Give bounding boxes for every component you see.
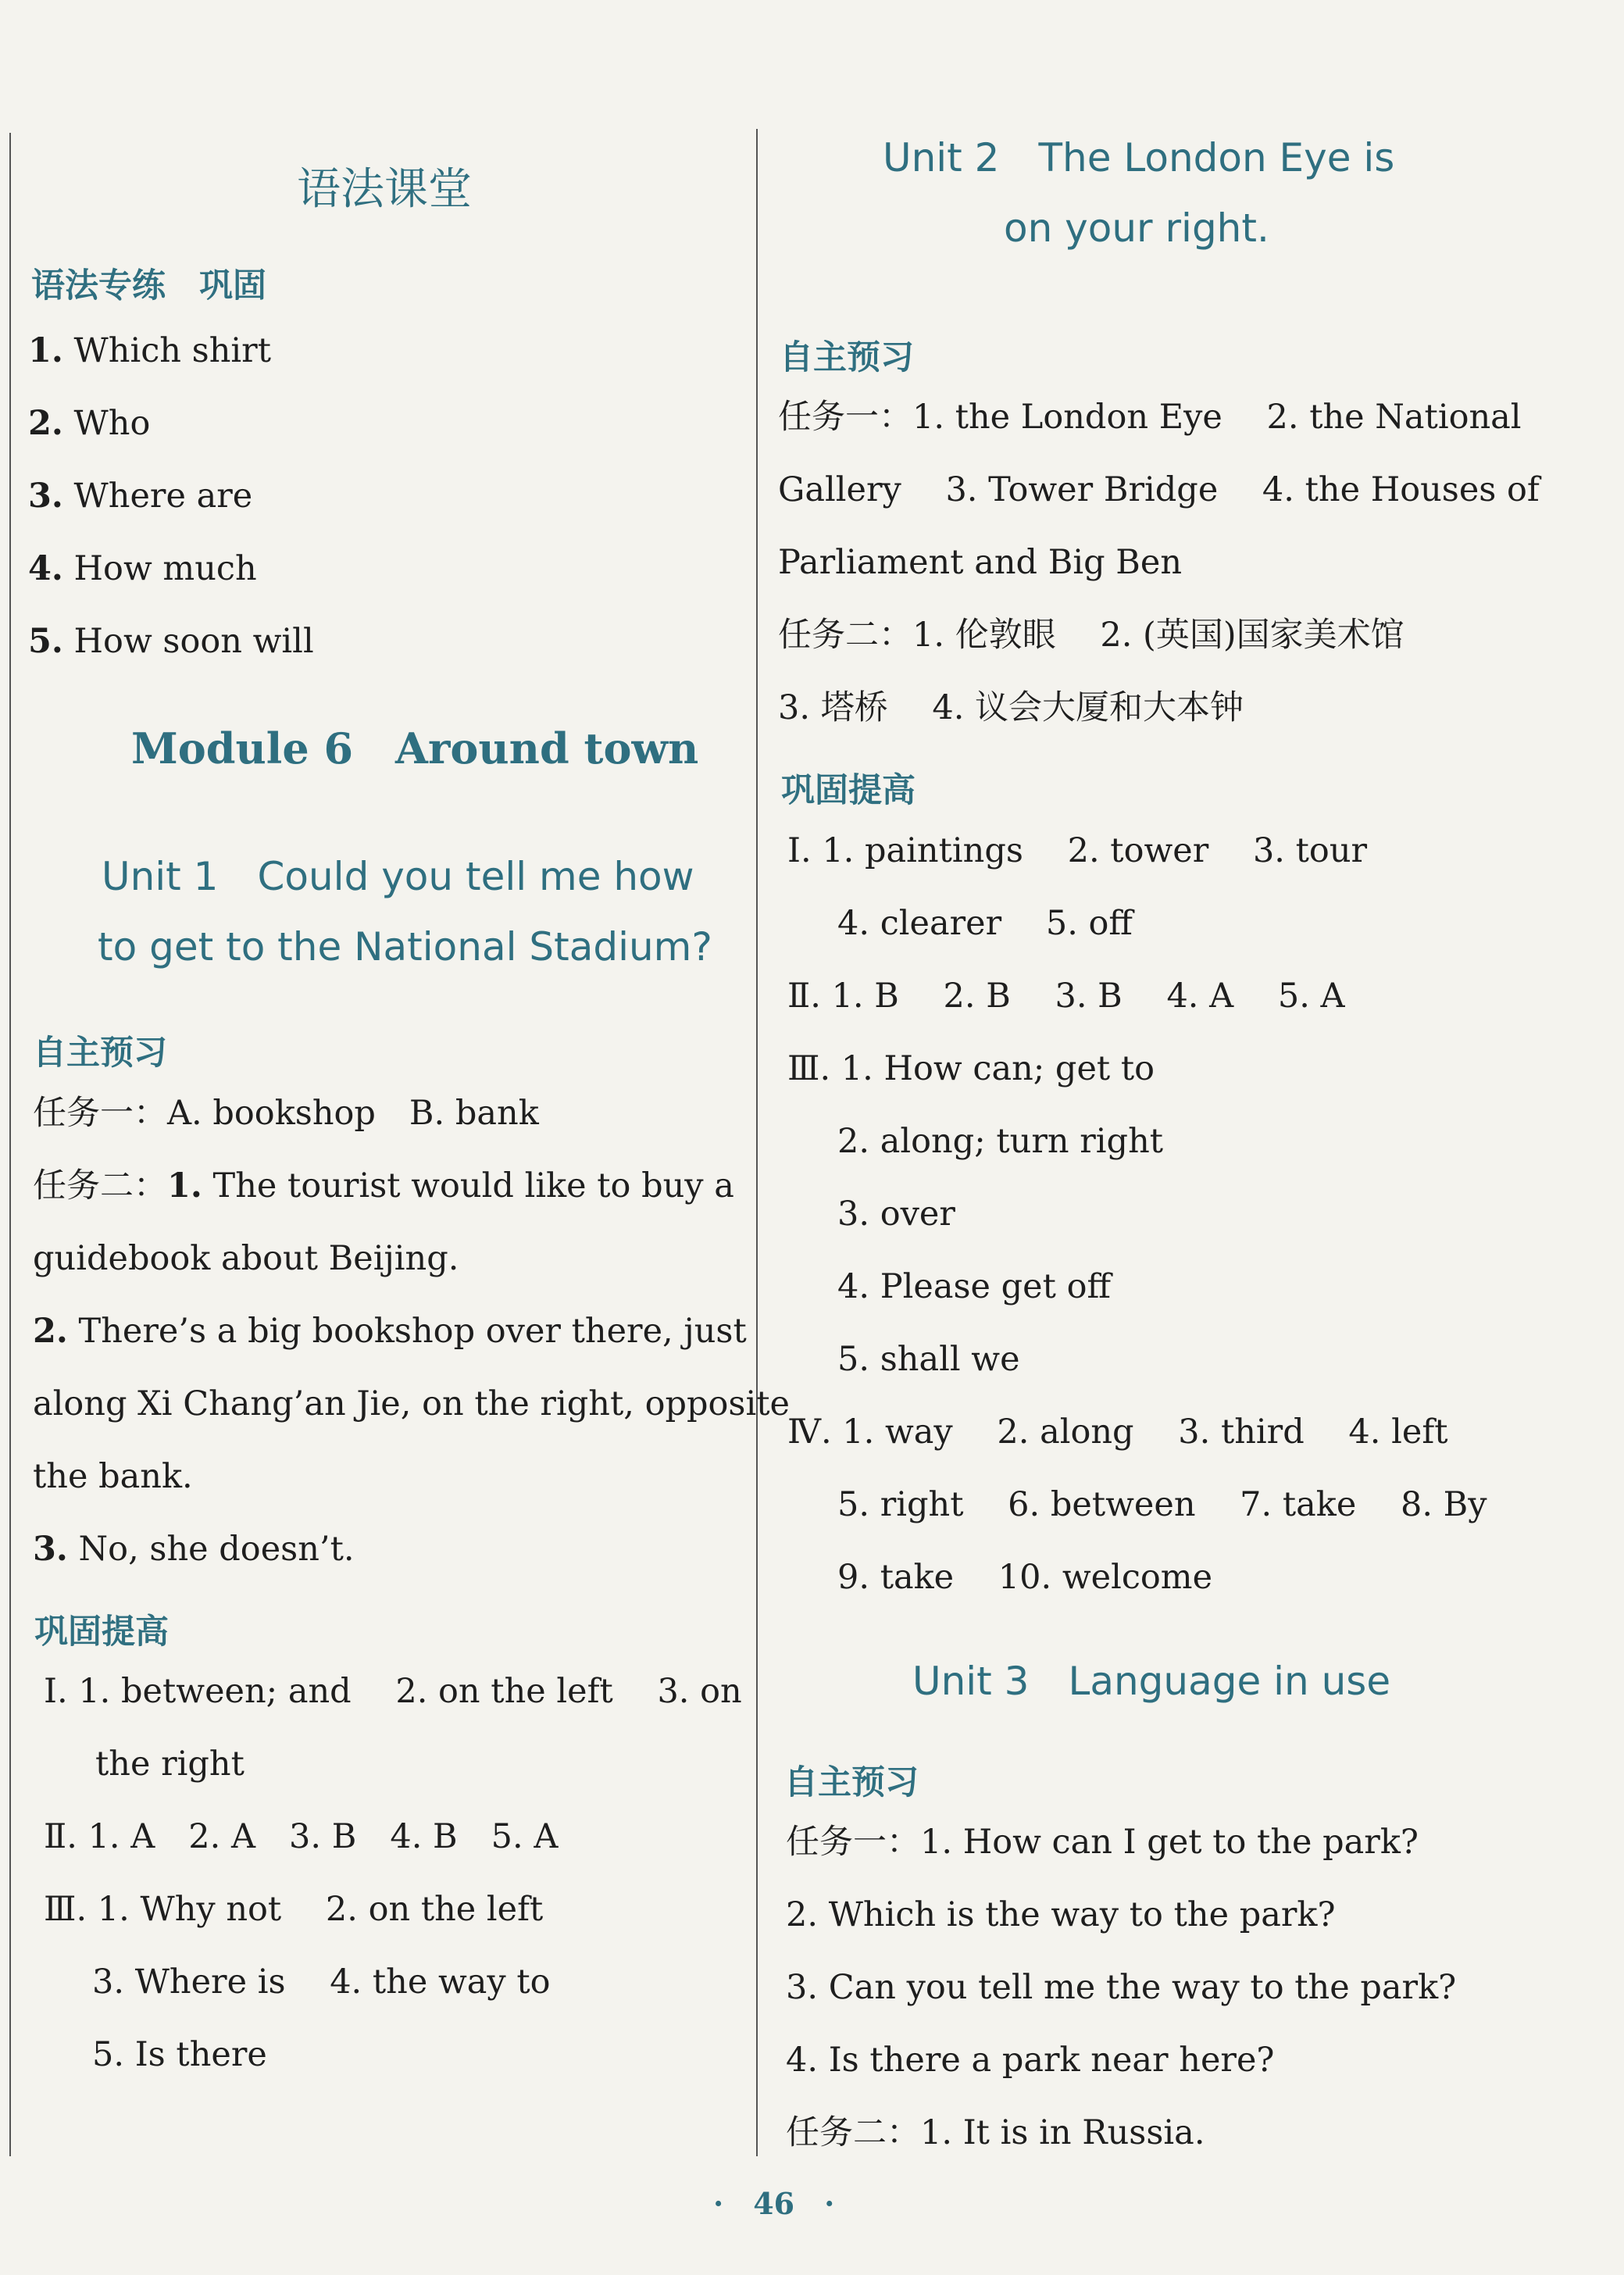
task2-line: the bank. bbox=[33, 1457, 193, 1496]
page-title: 语法课堂 bbox=[297, 164, 472, 215]
task2-line: 任务二：1. The tourist would like to buy a bbox=[33, 1166, 734, 1205]
exercise1-line: the right bbox=[95, 1745, 244, 1784]
exercise3-line: 2. along; turn right bbox=[837, 1122, 1164, 1161]
exercise1-line: Ⅰ. 1. paintings 2. tower 3. tour bbox=[787, 831, 1368, 870]
section-heading-preview: 自主预习 bbox=[33, 1034, 167, 1073]
task2-line: 3. No, she doesn’t. bbox=[33, 1530, 355, 1569]
exercise1-line: Ⅰ. 1. between; and 2. on the left 3. on bbox=[44, 1672, 742, 1711]
exercise3-line: 3. Where is 4. the way to bbox=[92, 1962, 551, 2002]
section-heading-preview: 自主预习 bbox=[784, 1763, 919, 1802]
unit1-title-line1: Unit 1 Could you tell me how bbox=[102, 854, 694, 899]
exercise4-line: 5. right 6. between 7. take 8. By bbox=[837, 1485, 1487, 1524]
unit3-title: Unit 3 Language in use bbox=[912, 1659, 1391, 1704]
grammar-item: 3. Where are bbox=[28, 477, 253, 516]
task1-line: 任务一：1. How can I get to the park? bbox=[786, 1823, 1419, 1862]
task1-line: 任务一：A. bookshop B. bank bbox=[33, 1094, 539, 1133]
task1-line: Parliament and Big Ben bbox=[778, 543, 1183, 582]
unit1-title-line2: to get to the National Stadium? bbox=[98, 924, 712, 970]
exercise3-line: 5. shall we bbox=[837, 1340, 1020, 1379]
task2-line: guidebook about Beijing. bbox=[33, 1239, 459, 1278]
exercise3-line: Ⅲ. 1. How can; get to bbox=[787, 1049, 1155, 1088]
task1-line: Gallery 3. Tower Bridge 4. the Houses of bbox=[778, 470, 1540, 509]
task1-line: 3. Can you tell me the way to the park? bbox=[786, 1968, 1457, 2007]
grammar-item: 2. Who bbox=[28, 404, 151, 443]
column-divider bbox=[756, 129, 758, 2156]
exercise3-line: 4. Please get off bbox=[837, 1267, 1112, 1306]
left-margin-rule bbox=[9, 133, 11, 2156]
exercise4-line: Ⅳ. 1. way 2. along 3. third 4. left bbox=[787, 1412, 1448, 1452]
task2-line: 3. 塔桥 4. 议会大厦和大本钟 bbox=[778, 688, 1244, 727]
exercise3-line: 5. Is there bbox=[92, 2035, 267, 2074]
section-heading-consolidate: 巩固提高 bbox=[781, 771, 916, 810]
grammar-item: 4. How much bbox=[28, 549, 257, 588]
exercise2-line: Ⅱ. 1. B 2. B 3. B 4. A 5. A bbox=[787, 977, 1345, 1016]
section-heading-grammar: 语法专练 巩固 bbox=[31, 266, 266, 305]
task2-line: 任务二：1. It is in Russia. bbox=[786, 2113, 1205, 2152]
task1-line: 4. Is there a park near here? bbox=[786, 2041, 1275, 2080]
grammar-item: 1. Which shirt bbox=[28, 331, 271, 370]
unit2-title-line2: on your right. bbox=[1004, 205, 1269, 251]
task2-line: 任务二：1. 伦敦眼 2. (英国)国家美术馆 bbox=[778, 616, 1404, 655]
grammar-item: 5. How soon will bbox=[28, 622, 314, 661]
exercise2-line: Ⅱ. 1. A 2. A 3. B 4. B 5. A bbox=[44, 1817, 559, 1856]
task2-line: 2. There’s a big bookshop over there, just bbox=[33, 1312, 747, 1351]
task1-line: 2. Which is the way to the park? bbox=[786, 1895, 1336, 1934]
module-title: Module 6 Around town bbox=[131, 723, 699, 773]
task2-line: along Xi Chang’an Jie, on the right, opposite bbox=[33, 1384, 790, 1423]
exercise4-line: 9. take 10. welcome bbox=[837, 1558, 1213, 1597]
section-heading-consolidate: 巩固提高 bbox=[34, 1612, 169, 1652]
exercise1-line: 4. clearer 5. off bbox=[837, 904, 1133, 943]
exercise3-line: 3. over bbox=[837, 1195, 955, 1234]
task1-line: 任务一：1. the London Eye 2. the National bbox=[778, 398, 1522, 437]
section-heading-preview: 自主预习 bbox=[780, 338, 914, 377]
exercise3-line: Ⅲ. 1. Why not 2. on the left bbox=[44, 1890, 544, 1929]
unit2-title-line1: Unit 2 The London Eye is bbox=[883, 135, 1395, 180]
page-number: · 46 · bbox=[713, 2186, 835, 2221]
